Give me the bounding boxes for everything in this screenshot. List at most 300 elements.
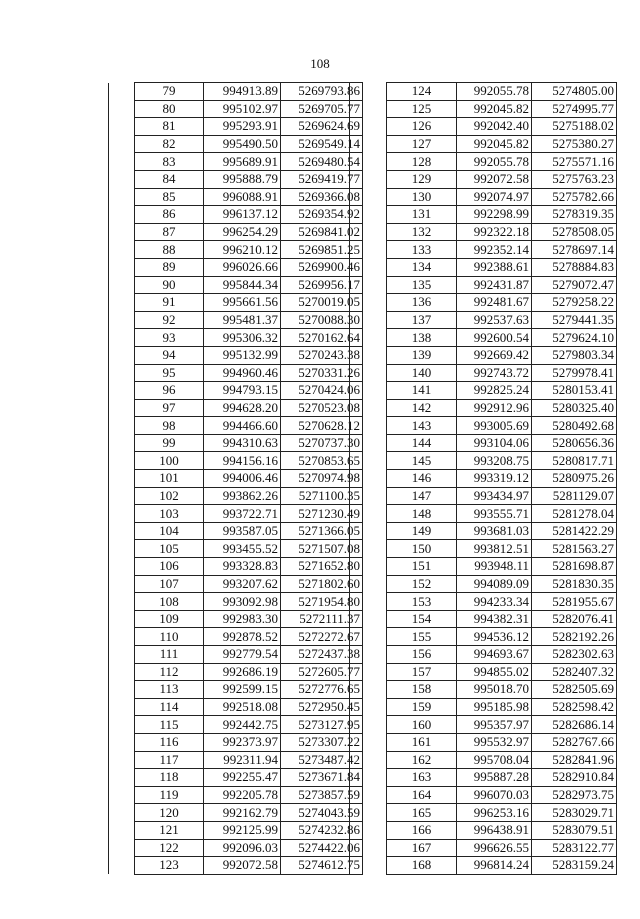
point-number-cell: 137 <box>387 311 457 329</box>
point-number-cell: 133 <box>387 241 457 259</box>
blank-cell <box>109 681 135 699</box>
blank-cell <box>109 540 135 558</box>
y-coordinate-cell: 5271230.49 <box>281 505 363 523</box>
x-coordinate-cell: 994855.02 <box>457 663 532 681</box>
x-coordinate-cell: 995887.28 <box>457 769 532 787</box>
blank-cell <box>350 663 387 681</box>
blank-cell <box>350 716 387 734</box>
point-number-cell: 136 <box>387 294 457 312</box>
point-number-cell: 168 <box>387 857 457 875</box>
table-row <box>350 100 617 118</box>
table-row <box>350 769 617 787</box>
table-row <box>350 311 617 329</box>
blank-cell <box>109 170 135 188</box>
blank-cell <box>350 558 387 576</box>
table-row <box>350 751 617 769</box>
x-coordinate-cell: 993587.05 <box>204 522 281 540</box>
point-number-cell: 144 <box>387 434 457 452</box>
table-row <box>109 733 363 751</box>
point-number-cell: 101 <box>135 470 204 488</box>
point-number-cell: 124 <box>387 83 457 101</box>
y-coordinate-cell: 5271802.60 <box>281 575 363 593</box>
y-coordinate-cell: 5282192.26 <box>532 628 617 646</box>
x-coordinate-cell: 993555.71 <box>457 505 532 523</box>
y-coordinate-cell: 5279441.35 <box>532 311 617 329</box>
blank-cell <box>109 857 135 875</box>
blank-cell <box>350 241 387 259</box>
x-coordinate-cell: 996026.66 <box>204 258 281 276</box>
x-coordinate-cell: 992743.72 <box>457 364 532 382</box>
x-coordinate-cell: 996070.03 <box>457 786 532 804</box>
point-number-cell: 104 <box>135 522 204 540</box>
blank-cell <box>109 839 135 857</box>
blank-cell <box>109 769 135 787</box>
table-row <box>109 329 363 347</box>
x-coordinate-cell: 992599.15 <box>204 681 281 699</box>
table-row <box>350 434 617 452</box>
blank-cell <box>109 487 135 505</box>
blank-cell <box>109 294 135 312</box>
y-coordinate-cell: 5272950.45 <box>281 698 363 716</box>
blank-cell <box>350 804 387 822</box>
x-coordinate-cell: 992055.78 <box>457 83 532 101</box>
y-coordinate-cell: 5273127.95 <box>281 716 363 734</box>
blank-cell <box>350 786 387 804</box>
y-coordinate-cell: 5281830.35 <box>532 575 617 593</box>
y-coordinate-cell: 5270523.08 <box>281 399 363 417</box>
blank-cell <box>350 470 387 488</box>
x-coordinate-cell: 992912.96 <box>457 399 532 417</box>
point-number-cell: 138 <box>387 329 457 347</box>
point-number-cell: 154 <box>387 610 457 628</box>
table-row <box>109 206 363 224</box>
table-row <box>109 839 363 857</box>
blank-cell <box>109 716 135 734</box>
x-coordinate-cell: 995708.04 <box>457 751 532 769</box>
y-coordinate-cell: 5269705.77 <box>281 100 363 118</box>
table-row <box>109 434 363 452</box>
blank-cell <box>350 821 387 839</box>
point-number-cell: 152 <box>387 575 457 593</box>
blank-cell <box>350 153 387 171</box>
y-coordinate-cell: 5281129.07 <box>532 487 617 505</box>
table-row <box>109 804 363 822</box>
table-row <box>109 452 363 470</box>
blank-cell <box>109 382 135 400</box>
x-coordinate-cell: 992983.30 <box>204 610 281 628</box>
blank-cell <box>109 610 135 628</box>
point-number-cell: 165 <box>387 804 457 822</box>
x-coordinate-cell: 993092.98 <box>204 593 281 611</box>
table-row <box>350 276 617 294</box>
x-coordinate-cell: 994466.60 <box>204 417 281 435</box>
x-coordinate-cell: 992045.82 <box>457 100 532 118</box>
x-coordinate-cell: 994156.16 <box>204 452 281 470</box>
x-coordinate-cell: 992072.58 <box>457 170 532 188</box>
x-coordinate-cell: 993328.83 <box>204 558 281 576</box>
y-coordinate-cell: 5274995.77 <box>532 100 617 118</box>
x-coordinate-cell: 992779.54 <box>204 646 281 664</box>
y-coordinate-cell: 5273487.42 <box>281 751 363 769</box>
table-row <box>350 206 617 224</box>
point-number-cell: 91 <box>135 294 204 312</box>
point-number-cell: 153 <box>387 593 457 611</box>
table-row <box>350 188 617 206</box>
blank-cell <box>350 733 387 751</box>
y-coordinate-cell: 5272272.67 <box>281 628 363 646</box>
y-coordinate-cell: 5274232.86 <box>281 821 363 839</box>
x-coordinate-cell: 992878.52 <box>204 628 281 646</box>
table-row <box>350 522 617 540</box>
table-row <box>350 153 617 171</box>
y-coordinate-cell: 5274612.75 <box>281 857 363 875</box>
blank-cell <box>350 329 387 347</box>
x-coordinate-cell: 993812.51 <box>457 540 532 558</box>
point-number-cell: 123 <box>135 857 204 875</box>
x-coordinate-cell: 994006.46 <box>204 470 281 488</box>
x-coordinate-cell: 993005.69 <box>457 417 532 435</box>
x-coordinate-cell: 995018.70 <box>457 681 532 699</box>
point-number-cell: 158 <box>387 681 457 699</box>
y-coordinate-cell: 5269419.77 <box>281 170 363 188</box>
table-row <box>109 258 363 276</box>
table-row <box>109 276 363 294</box>
table-row <box>109 505 363 523</box>
table-row <box>109 575 363 593</box>
table-row <box>109 698 363 716</box>
point-number-cell: 118 <box>135 769 204 787</box>
x-coordinate-cell: 994382.31 <box>457 610 532 628</box>
point-number-cell: 156 <box>387 646 457 664</box>
x-coordinate-cell: 992352.14 <box>457 241 532 259</box>
x-coordinate-cell: 992125.99 <box>204 821 281 839</box>
blank-cell <box>109 135 135 153</box>
table-row <box>109 751 363 769</box>
y-coordinate-cell: 5279803.34 <box>532 346 617 364</box>
y-coordinate-cell: 5278508.05 <box>532 223 617 241</box>
y-coordinate-cell: 5270331.26 <box>281 364 363 382</box>
x-coordinate-cell: 995357.97 <box>457 716 532 734</box>
point-number-cell: 134 <box>387 258 457 276</box>
point-number-cell: 140 <box>387 364 457 382</box>
y-coordinate-cell: 5269956.17 <box>281 276 363 294</box>
y-coordinate-cell: 5280656.36 <box>532 434 617 452</box>
y-coordinate-cell: 5275571.16 <box>532 153 617 171</box>
table-row <box>109 663 363 681</box>
x-coordinate-cell: 995102.97 <box>204 100 281 118</box>
table-row <box>350 223 617 241</box>
y-coordinate-cell: 5271652.80 <box>281 558 363 576</box>
point-number-cell: 145 <box>387 452 457 470</box>
table-row <box>109 628 363 646</box>
point-number-cell: 108 <box>135 593 204 611</box>
table-row <box>350 487 617 505</box>
point-number-cell: 113 <box>135 681 204 699</box>
point-number-cell: 132 <box>387 223 457 241</box>
x-coordinate-cell: 994089.09 <box>457 575 532 593</box>
table-row <box>350 399 617 417</box>
x-coordinate-cell: 993948.11 <box>457 558 532 576</box>
blank-cell <box>350 610 387 628</box>
table-row <box>109 857 363 875</box>
blank-cell <box>109 804 135 822</box>
x-coordinate-cell: 994913.89 <box>204 83 281 101</box>
y-coordinate-cell: 5281698.87 <box>532 558 617 576</box>
blank-cell <box>109 470 135 488</box>
blank-cell <box>109 821 135 839</box>
x-coordinate-cell: 996210.12 <box>204 241 281 259</box>
coordinate-table-left <box>108 82 363 875</box>
blank-cell <box>350 452 387 470</box>
blank-cell <box>109 417 135 435</box>
y-coordinate-cell: 5270853.65 <box>281 452 363 470</box>
x-coordinate-cell: 992042.40 <box>457 118 532 136</box>
table-row <box>109 786 363 804</box>
point-number-cell: 127 <box>387 135 457 153</box>
x-coordinate-cell: 992518.08 <box>204 698 281 716</box>
blank-cell <box>350 540 387 558</box>
y-coordinate-cell: 5274805.00 <box>532 83 617 101</box>
blank-cell <box>109 751 135 769</box>
point-number-cell: 111 <box>135 646 204 664</box>
table-row <box>350 364 617 382</box>
blank-cell <box>350 399 387 417</box>
y-coordinate-cell: 5269793.86 <box>281 83 363 101</box>
point-number-cell: 98 <box>135 417 204 435</box>
y-coordinate-cell: 5278697.14 <box>532 241 617 259</box>
table-row <box>350 786 617 804</box>
y-coordinate-cell: 5282841.96 <box>532 751 617 769</box>
x-coordinate-cell: 995844.34 <box>204 276 281 294</box>
blank-cell <box>350 593 387 611</box>
point-number-cell: 85 <box>135 188 204 206</box>
x-coordinate-cell: 996088.91 <box>204 188 281 206</box>
y-coordinate-cell: 5280153.41 <box>532 382 617 400</box>
point-number-cell: 141 <box>387 382 457 400</box>
table-row <box>350 118 617 136</box>
blank-cell <box>109 329 135 347</box>
blank-cell <box>350 364 387 382</box>
table-row <box>350 294 617 312</box>
x-coordinate-cell: 993681.03 <box>457 522 532 540</box>
x-coordinate-cell: 996626.55 <box>457 839 532 857</box>
point-number-cell: 120 <box>135 804 204 822</box>
blank-cell <box>109 452 135 470</box>
x-coordinate-cell: 992322.18 <box>457 223 532 241</box>
point-number-cell: 160 <box>387 716 457 734</box>
point-number-cell: 81 <box>135 118 204 136</box>
blank-cell <box>350 434 387 452</box>
y-coordinate-cell: 5280975.26 <box>532 470 617 488</box>
x-coordinate-cell: 992311.94 <box>204 751 281 769</box>
x-coordinate-cell: 992686.19 <box>204 663 281 681</box>
y-coordinate-cell: 5269900.46 <box>281 258 363 276</box>
blank-cell <box>109 505 135 523</box>
x-coordinate-cell: 992162.79 <box>204 804 281 822</box>
page-number: 108 <box>310 56 330 71</box>
y-coordinate-cell: 5282302.63 <box>532 646 617 664</box>
point-number-cell: 99 <box>135 434 204 452</box>
blank-cell <box>109 258 135 276</box>
y-coordinate-cell: 5280492.68 <box>532 417 617 435</box>
point-number-cell: 161 <box>387 733 457 751</box>
blank-cell <box>350 857 387 875</box>
table-row <box>109 382 363 400</box>
y-coordinate-cell: 5282598.42 <box>532 698 617 716</box>
point-number-cell: 162 <box>387 751 457 769</box>
point-number-cell: 130 <box>387 188 457 206</box>
table-row <box>350 417 617 435</box>
blank-cell <box>350 135 387 153</box>
point-number-cell: 121 <box>135 821 204 839</box>
table-row <box>109 470 363 488</box>
y-coordinate-cell: 5269841.02 <box>281 223 363 241</box>
blank-cell <box>350 628 387 646</box>
blank-cell <box>350 698 387 716</box>
x-coordinate-cell: 995490.50 <box>204 135 281 153</box>
point-number-cell: 166 <box>387 821 457 839</box>
point-number-cell: 125 <box>387 100 457 118</box>
table-row <box>350 821 617 839</box>
blank-cell <box>109 223 135 241</box>
x-coordinate-cell: 992096.03 <box>204 839 281 857</box>
point-number-cell: 155 <box>387 628 457 646</box>
point-number-cell: 151 <box>387 558 457 576</box>
y-coordinate-cell: 5270974.98 <box>281 470 363 488</box>
x-coordinate-cell: 995689.91 <box>204 153 281 171</box>
blank-cell <box>350 487 387 505</box>
table-row <box>350 258 617 276</box>
point-number-cell: 84 <box>135 170 204 188</box>
blank-cell <box>109 558 135 576</box>
blank-cell <box>350 769 387 787</box>
blank-cell <box>109 276 135 294</box>
y-coordinate-cell: 5280817.71 <box>532 452 617 470</box>
table-row <box>109 769 363 787</box>
blank-cell <box>350 505 387 523</box>
point-number-cell: 112 <box>135 663 204 681</box>
table-row <box>109 417 363 435</box>
table-row <box>109 522 363 540</box>
y-coordinate-cell: 5283122.77 <box>532 839 617 857</box>
x-coordinate-cell: 992481.67 <box>457 294 532 312</box>
y-coordinate-cell: 5282767.66 <box>532 733 617 751</box>
x-coordinate-cell: 993207.62 <box>204 575 281 593</box>
table-row <box>350 716 617 734</box>
blank-cell <box>109 628 135 646</box>
table-row <box>109 223 363 241</box>
table-row <box>350 382 617 400</box>
x-coordinate-cell: 993455.52 <box>204 540 281 558</box>
point-number-cell: 167 <box>387 839 457 857</box>
x-coordinate-cell: 992255.47 <box>204 769 281 787</box>
x-coordinate-cell: 995306.32 <box>204 329 281 347</box>
point-number-cell: 110 <box>135 628 204 646</box>
point-number-cell: 89 <box>135 258 204 276</box>
point-number-cell: 131 <box>387 206 457 224</box>
table-row <box>350 733 617 751</box>
blank-cell <box>350 100 387 118</box>
table-row <box>350 663 617 681</box>
point-number-cell: 109 <box>135 610 204 628</box>
table-row <box>109 487 363 505</box>
y-coordinate-cell: 5272776.65 <box>281 681 363 699</box>
point-number-cell: 106 <box>135 558 204 576</box>
y-coordinate-cell: 5279072.47 <box>532 276 617 294</box>
point-number-cell: 139 <box>387 346 457 364</box>
blank-cell <box>350 346 387 364</box>
y-coordinate-cell: 5269549.14 <box>281 135 363 153</box>
blank-cell <box>109 83 135 101</box>
x-coordinate-cell: 996438.91 <box>457 821 532 839</box>
point-number-cell: 87 <box>135 223 204 241</box>
y-coordinate-cell: 5271366.05 <box>281 522 363 540</box>
y-coordinate-cell: 5269480.54 <box>281 153 363 171</box>
x-coordinate-cell: 995888.79 <box>204 170 281 188</box>
blank-cell <box>109 241 135 259</box>
blank-cell <box>109 206 135 224</box>
y-coordinate-cell: 5270424.06 <box>281 382 363 400</box>
blank-cell <box>109 311 135 329</box>
x-coordinate-cell: 994536.12 <box>457 628 532 646</box>
point-number-cell: 146 <box>387 470 457 488</box>
y-coordinate-cell: 5270243.38 <box>281 346 363 364</box>
point-number-cell: 97 <box>135 399 204 417</box>
point-number-cell: 126 <box>387 118 457 136</box>
y-coordinate-cell: 5271507.08 <box>281 540 363 558</box>
blank-cell <box>109 663 135 681</box>
y-coordinate-cell: 5275782.66 <box>532 188 617 206</box>
point-number-cell: 148 <box>387 505 457 523</box>
x-coordinate-cell: 993208.75 <box>457 452 532 470</box>
y-coordinate-cell: 5281278.04 <box>532 505 617 523</box>
x-coordinate-cell: 992055.78 <box>457 153 532 171</box>
point-number-cell: 103 <box>135 505 204 523</box>
point-number-cell: 143 <box>387 417 457 435</box>
y-coordinate-cell: 5282973.75 <box>532 786 617 804</box>
y-coordinate-cell: 5278319.35 <box>532 206 617 224</box>
point-number-cell: 83 <box>135 153 204 171</box>
blank-cell <box>109 346 135 364</box>
x-coordinate-cell: 995481.37 <box>204 311 281 329</box>
table-row <box>109 241 363 259</box>
x-coordinate-cell: 992537.63 <box>457 311 532 329</box>
point-number-cell: 147 <box>387 487 457 505</box>
y-coordinate-cell: 5281563.27 <box>532 540 617 558</box>
y-coordinate-cell: 5275763.23 <box>532 170 617 188</box>
table-row <box>350 839 617 857</box>
blank-cell <box>350 206 387 224</box>
table-row <box>350 646 617 664</box>
table-row <box>109 593 363 611</box>
point-number-cell: 88 <box>135 241 204 259</box>
x-coordinate-cell: 994793.15 <box>204 382 281 400</box>
blank-cell <box>350 417 387 435</box>
x-coordinate-cell: 993104.06 <box>457 434 532 452</box>
table-row <box>109 153 363 171</box>
table-row <box>350 470 617 488</box>
x-coordinate-cell: 996253.16 <box>457 804 532 822</box>
blank-cell <box>109 646 135 664</box>
table-row <box>350 329 617 347</box>
y-coordinate-cell: 5275380.27 <box>532 135 617 153</box>
y-coordinate-cell: 5273307.22 <box>281 733 363 751</box>
point-number-cell: 90 <box>135 276 204 294</box>
y-coordinate-cell: 5269624.69 <box>281 118 363 136</box>
y-coordinate-cell: 5269354.92 <box>281 206 363 224</box>
y-coordinate-cell: 5282407.32 <box>532 663 617 681</box>
table-row <box>109 346 363 364</box>
